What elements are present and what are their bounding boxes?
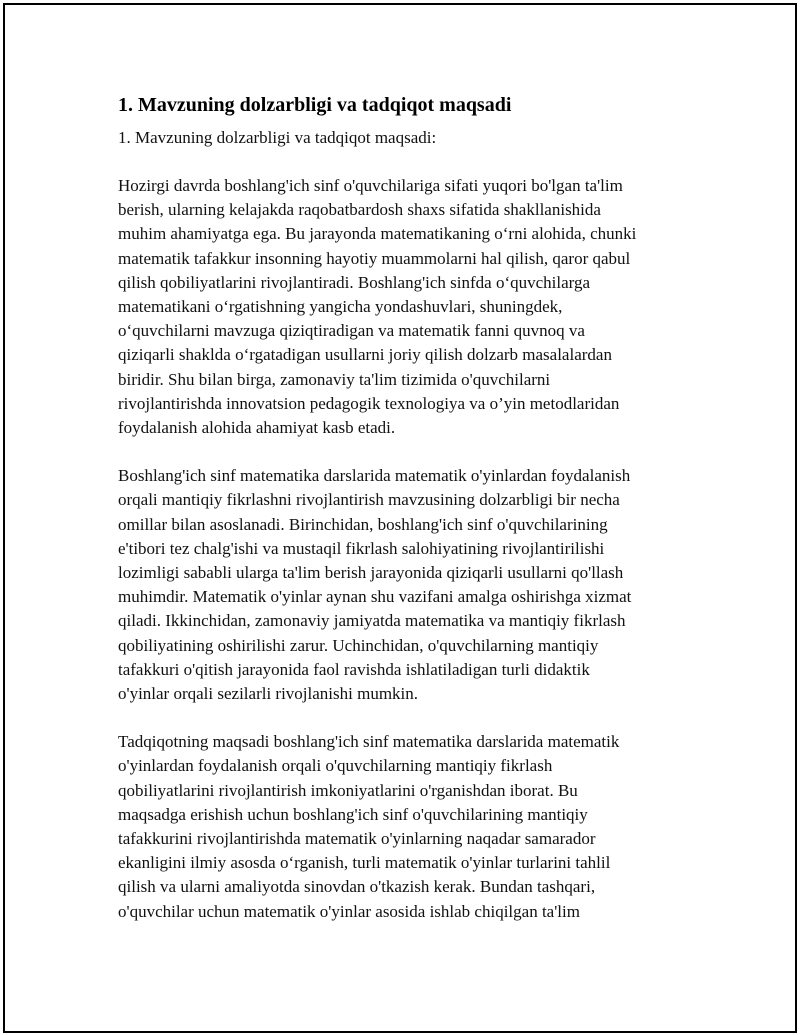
paragraph-line: lozimligi sababli ularga ta'lim berish jarayonida qiziqarli usullarni qo'llash bbox=[118, 563, 624, 583]
paragraph-line: biridir. Shu bilan birga, zamonaviy ta'lim tizimida o'quvchilarni bbox=[118, 369, 551, 389]
paragraph-line: o'yinlardan foydalanish orqali o'quvchilarning mantiqiy fikrlash bbox=[118, 756, 553, 776]
paragraph-line: Hozirgi davrda boshlang'ich sinf o'quvchilariga sifati yuqori bo'lgan ta'lim bbox=[118, 176, 623, 195]
paragraph-line: qiladi. Ikkinchidan, zamonaviy jamiyatda matematika va mantiqiy fikrlash bbox=[118, 611, 626, 631]
section-intro: 1. Mavzuning dolzarbligi va tadqiqot maqsadi: bbox=[118, 128, 437, 147]
paragraph bbox=[118, 174, 684, 440]
paragraph-line: orqali mantiqiy fikrlashni rivojlantirish mavzusining dolzarbligi bir necha bbox=[118, 490, 620, 510]
paragraph-line: qobiliyatlarini rivojlantirish imkoniyatlarini o'rganishdan iborat. Bu bbox=[118, 780, 578, 800]
paragraph-line: omillar bilan asoslanadi. Birinchidan, boshlang'ich sinf o'quvchilarining bbox=[118, 514, 608, 534]
paragraph-line: e'tibori tez chalg'ishi va mustaqil fikrlash salohiyatining rivojlantirilishi bbox=[118, 538, 605, 558]
paragraph-line: qilish va ularni amaliyotda sinovdan o'tkazish kerak. Bundan tashqari, bbox=[118, 877, 596, 897]
paragraph-line: o'quvchilar uchun matematik o'yinlar asosida ishlab chiqilgan ta'lim bbox=[118, 901, 580, 921]
paragraph-line: rivojlantirishda innovatsion pedagogik texnologiya va o’yin metodlaridan bbox=[118, 393, 620, 413]
paragraph-line: foydalanish alohida ahamiyat kasb etadi. bbox=[118, 418, 396, 438]
paragraph-line: muhim ahamiyatga ega. Bu jarayonda matematikaning oʻrni alohida, chunki bbox=[118, 224, 637, 244]
paragraph-line: qilish qobiliyatlarini rivojlantiradi. Boshlang'ich sinfda oʻquvchilarga bbox=[118, 272, 591, 292]
paragraph-line: maqsadga erishish uchun boshlang'ich sinf o'quvchilarining mantiqiy bbox=[118, 804, 588, 824]
paragraph-line: Tadqiqotning maqsadi boshlang'ich sinf matematika darslarida matematik bbox=[118, 732, 620, 752]
paragraph-line: berish, ularning kelajakda raqobatbardosh shaxs sifatida shakllanishida bbox=[118, 200, 601, 220]
paragraph-line: oʻquvchilarni mavzuga qiziqtiradigan va matematik fanni quvnoq va bbox=[118, 321, 585, 341]
section-heading: 1. Mavzuning dolzarbligi va tadqiqot maqsadi bbox=[118, 94, 512, 116]
paragraph-line: qiziqarli shaklda oʻrgatadigan usullarni joriy qilish dolzarb masalalardan bbox=[118, 345, 612, 365]
paragraph-line: matematikani oʻrgatishning yangicha yondashuvlari, shuningdek, bbox=[118, 297, 563, 317]
paragraph-line: Boshlang'ich sinf matematika darslarida matematik o'yinlardan foydalanish bbox=[118, 466, 631, 486]
paragraph-line: ekanligini ilmiy asosda oʻrganish, turli matematik o'yinlar turlarini tahlil bbox=[118, 853, 611, 873]
paragraph-line: o'yinlar orqali sezilarli rivojlanishi mumkin. bbox=[118, 684, 419, 704]
paragraph-line: qobiliyatining oshirilishi zarur. Uchinchidan, o'quvchilarning mantiqiy bbox=[118, 635, 599, 655]
paragraph bbox=[118, 464, 684, 706]
paragraph-line: tafakkuri o'qitish jarayonida faol ravishda ishlatiladigan turli didaktik bbox=[118, 659, 590, 679]
paragraph bbox=[118, 730, 684, 924]
paragraphs-container bbox=[118, 174, 684, 924]
paragraph-line: matematik tafakkur insonning hayotiy muammolarni hal qilish, qaror qabul bbox=[118, 248, 631, 268]
document-body bbox=[118, 92, 684, 948]
paragraph-line: tafakkurini rivojlantirishda matematik o'yinlarning naqadar samarador bbox=[118, 829, 596, 849]
paragraph-line: muhimdir. Matematik o'yinlar aynan shu vazifani amalga oshirishga xizmat bbox=[118, 587, 632, 607]
